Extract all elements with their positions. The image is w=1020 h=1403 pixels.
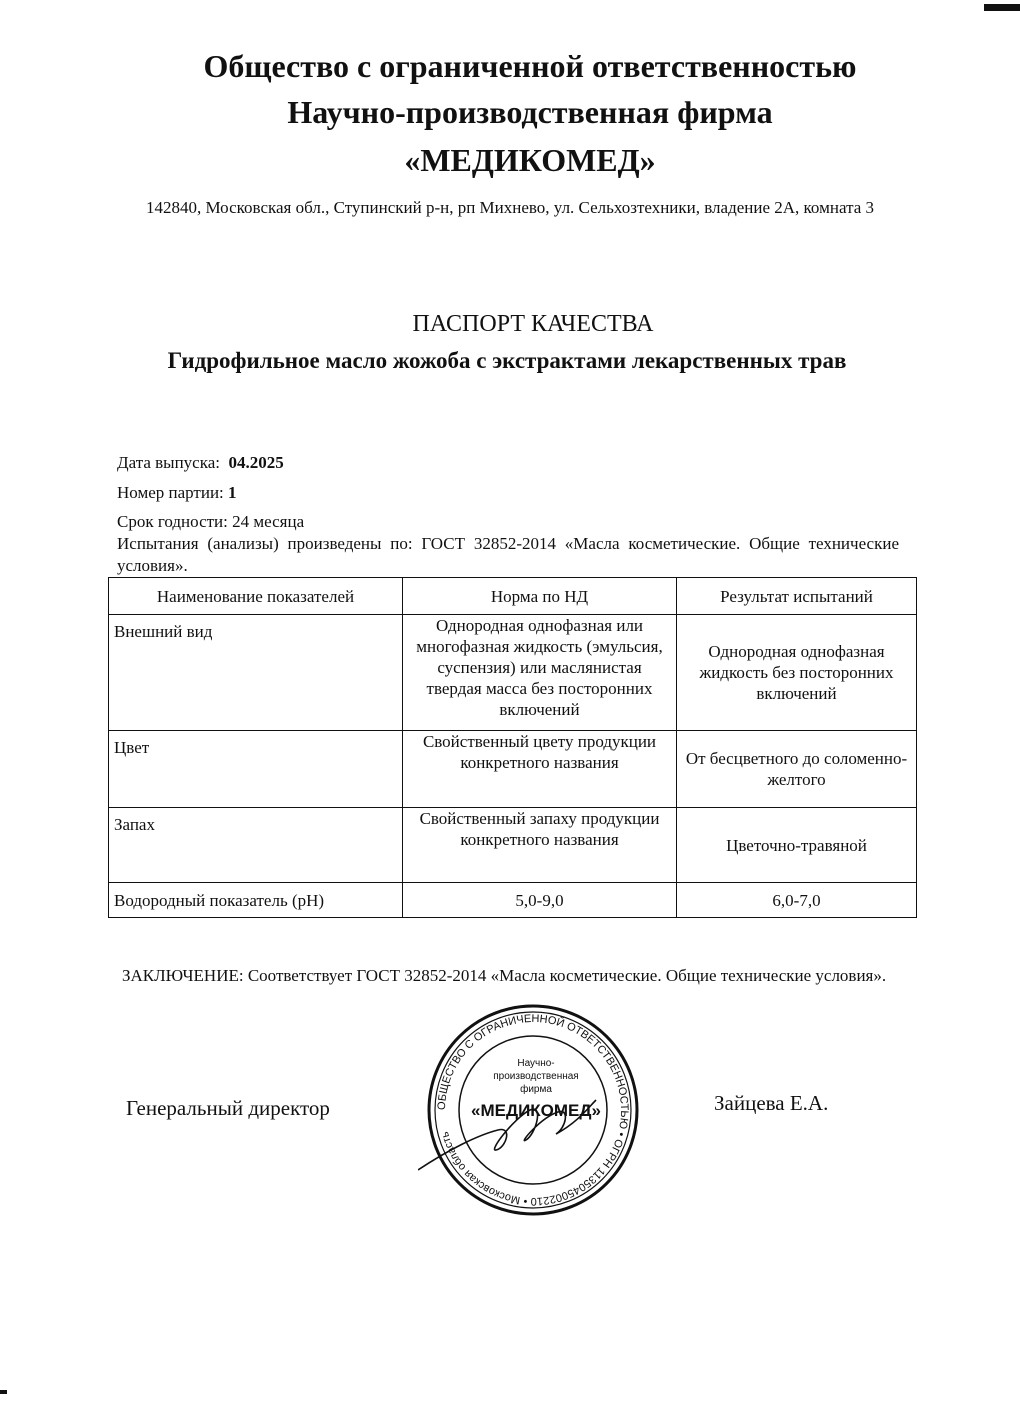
norm-value: Свойственный запаху продукции конкретного названия [403, 808, 677, 883]
result-value: 6,0-7,0 [677, 883, 917, 918]
scan-edge-mark [0, 1390, 7, 1394]
norm-value: Однородная однофазная или многофазная жидкость (эмульсия, суспензия) или маслянистая твердая масса без посторонних включений [403, 615, 677, 731]
scan-corner-mark [984, 4, 1020, 11]
seal-company-name: «МЕДИКОМЕД» [471, 1101, 601, 1120]
seal-inner-line2: производственная [493, 1071, 579, 1082]
batch-number [117, 482, 237, 504]
indicator-name: Цвет [109, 731, 403, 808]
org-address: 142840, Московская обл., Ступинский р-н, рп Михнево, ул. Сельхозтехники, владение 2А, комната 3 [145, 198, 875, 217]
result-value: Однородная однофазная жидкость без посторонних включений [677, 615, 917, 731]
quality-table [108, 577, 917, 918]
batch-number-label: Номер партии: [117, 483, 224, 502]
column-header-norm: Норма по НД [403, 578, 677, 615]
norm-value: 5,0-9,0 [403, 883, 677, 918]
signatory-role: Генеральный директор [126, 1096, 330, 1120]
seal-inner-line3: фирма [520, 1084, 552, 1095]
release-date-label: Дата выпуска: [117, 453, 220, 472]
table-row [109, 808, 917, 883]
indicator-name: Внешний вид [109, 615, 403, 731]
table-header-row [109, 578, 917, 615]
org-name-line1: Общество с ограниченной ответственностью [203, 48, 857, 84]
result-value: От бесцветного до соломенно-желтого [677, 731, 917, 808]
indicator-name: Водородный показатель (pH) [109, 883, 403, 918]
column-header-result: Результат испытаний [677, 578, 917, 615]
column-header-indicator: Наименование показателей [109, 578, 403, 615]
batch-number-value: 1 [228, 483, 237, 502]
shelf-life: Срок годности: 24 месяца [117, 512, 305, 531]
test-standard: Испытания (анализы) произведены по: ГОСТ 32852-2014 «Масла косметические. Общие технические условия». [117, 534, 899, 575]
table-row [109, 615, 917, 731]
org-name-line3: «МЕДИКОМЕД» [404, 142, 656, 178]
indicator-name: Запах [109, 808, 403, 883]
seal-ring-text: ОБЩЕСТВО С ОГРАНИЧЕННОЙ ОТВЕТСТВЕННОСТЬЮ • ОГРН 1135045002210 • Московская область [435, 1012, 631, 1208]
org-name-line2: Научно-производственная фирма [287, 94, 773, 130]
result-value: Цветочно-травяной [677, 808, 917, 883]
release-date [117, 452, 284, 474]
signatory-name: Зайцева Е.А. [714, 1091, 829, 1115]
conclusion: ЗАКЛЮЧЕНИЕ: Соответствует ГОСТ 32852-2014 «Масла косметические. Общие технические условия». [122, 966, 887, 985]
norm-value: Свойственный цвету продукции конкретного названия [403, 731, 677, 808]
seal-inner-line1: Научно- [517, 1058, 555, 1069]
product-name: Гидрофильное масло жожоба с экстрактами лекарственных трав [167, 348, 847, 373]
company-seal [418, 1000, 648, 1220]
document-title: ПАСПОРТ КАЧЕСТВА [412, 311, 654, 337]
release-date-value: 04.2025 [228, 453, 284, 472]
table-row [109, 883, 917, 918]
table-row [109, 731, 917, 808]
